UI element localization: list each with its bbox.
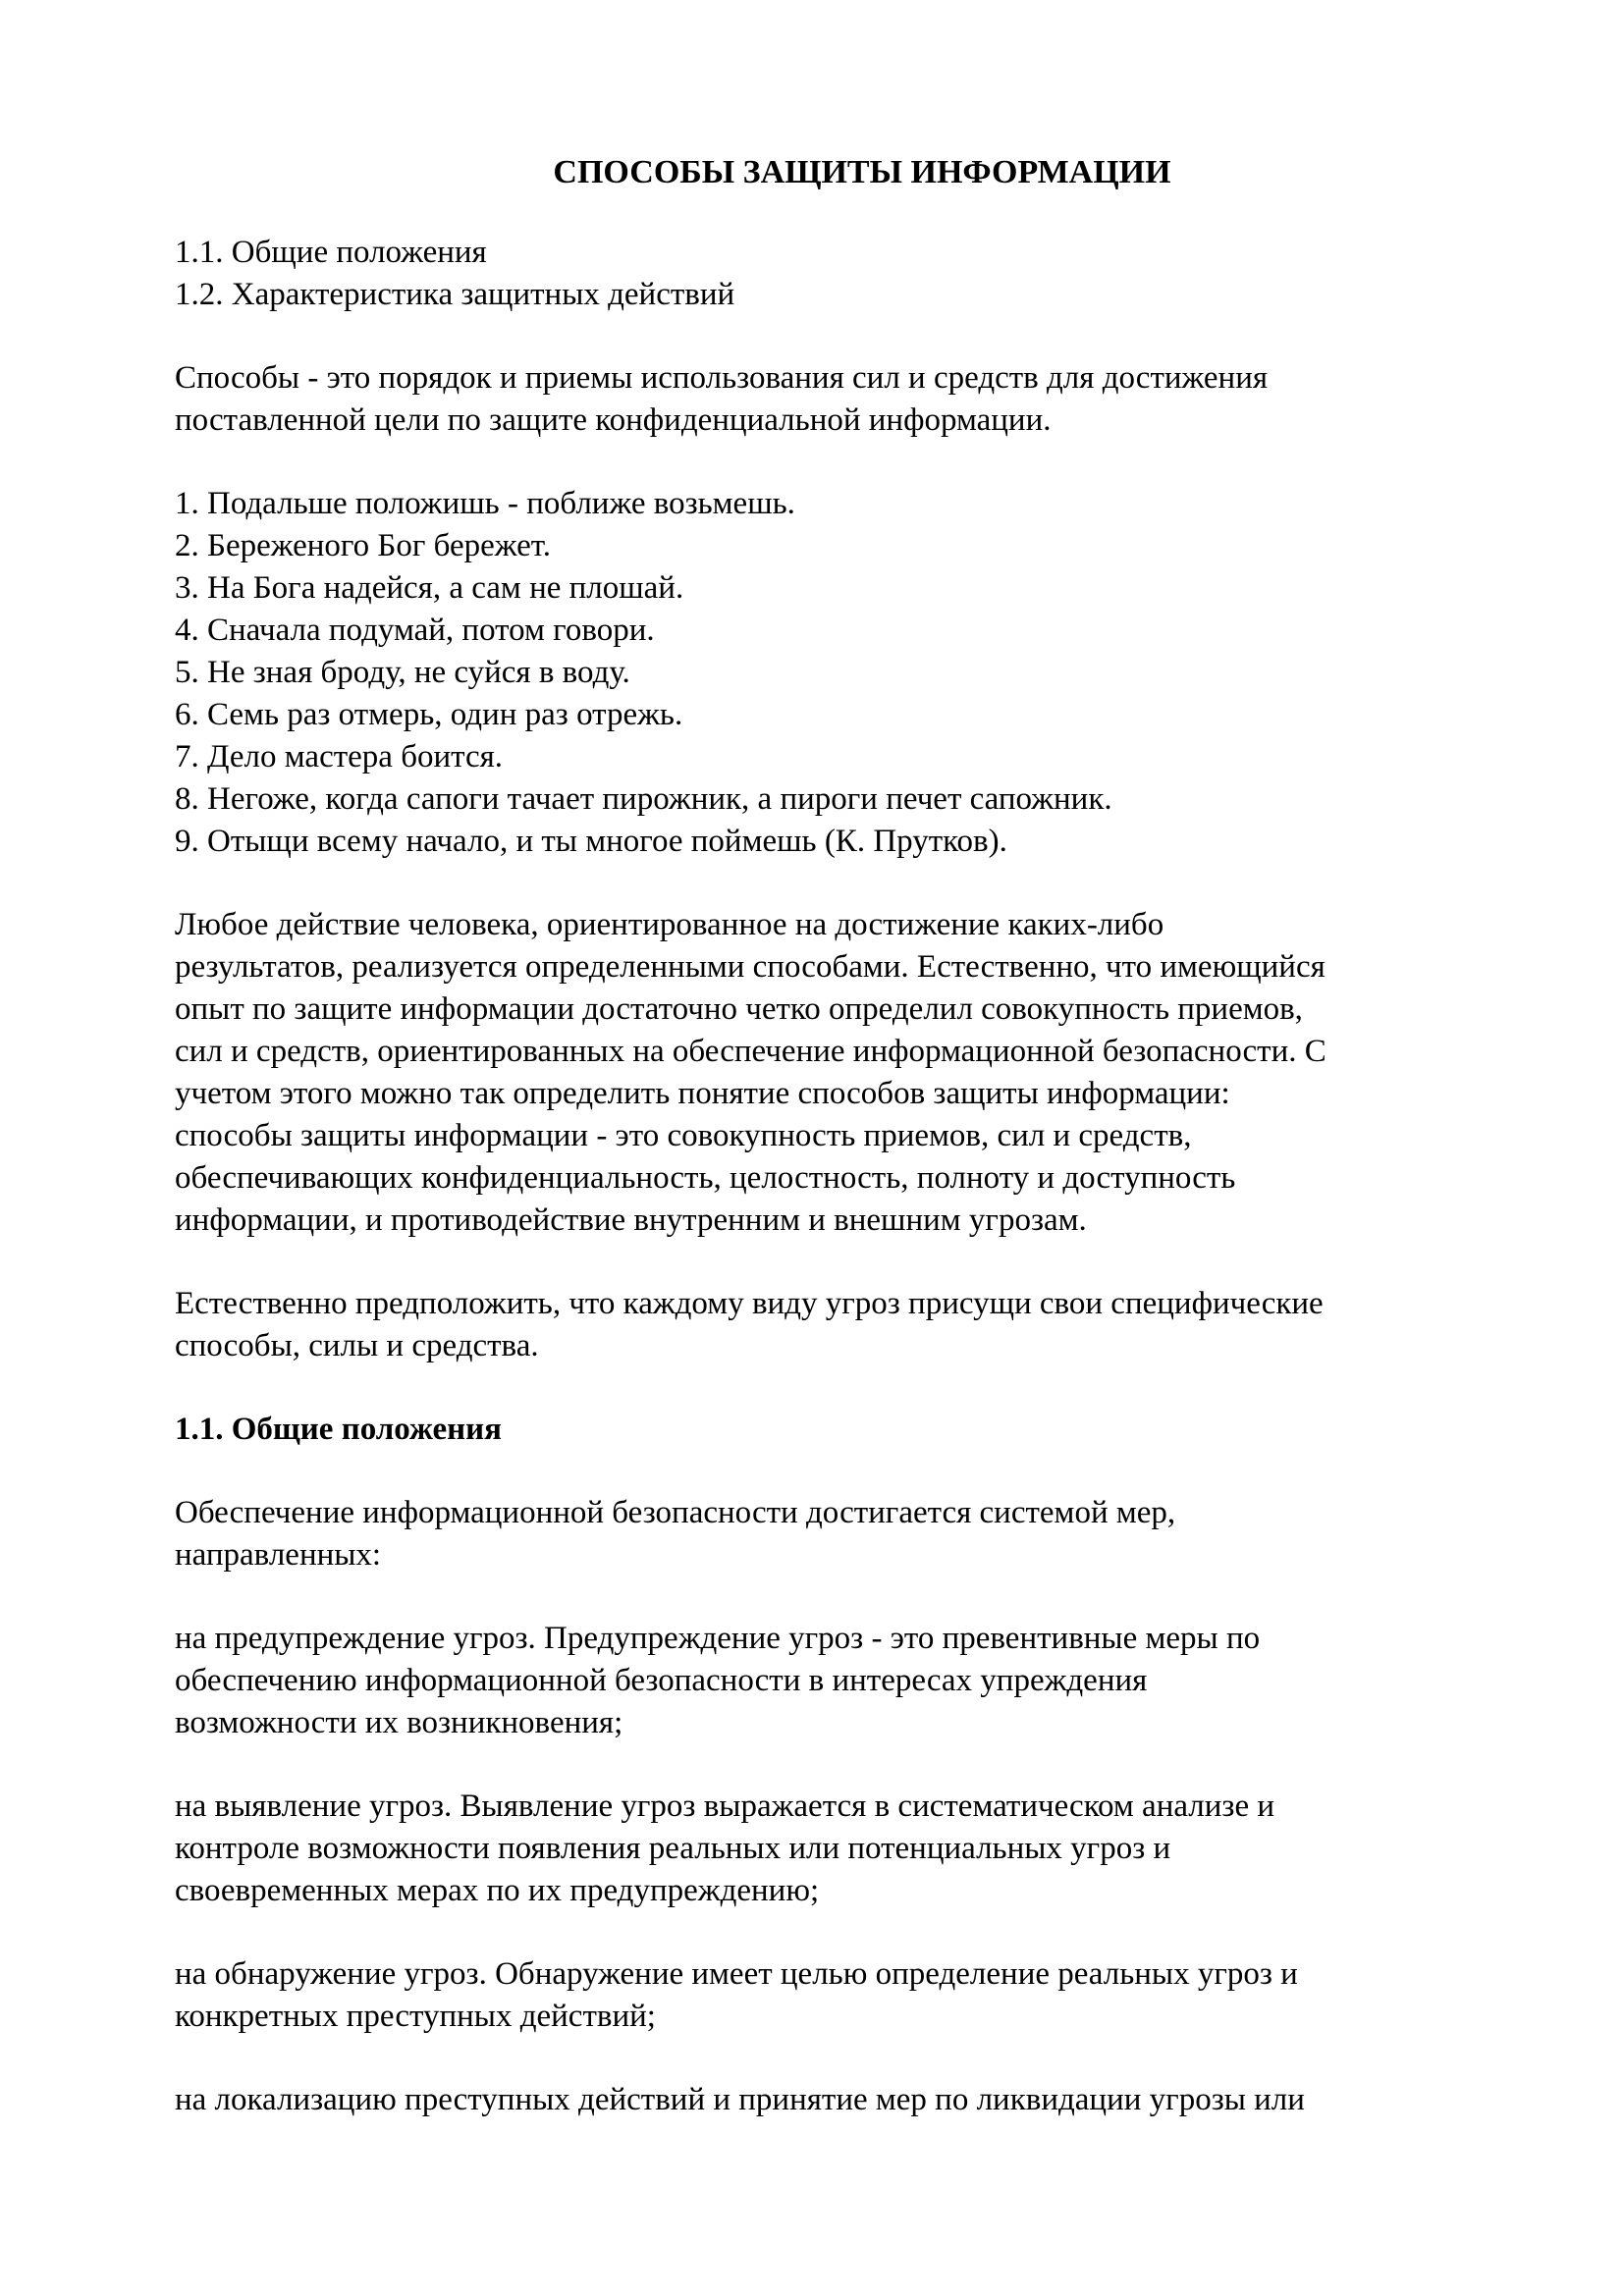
list-item: 7. Дело мастера боится. [175, 739, 504, 774]
table-of-contents [175, 232, 1490, 316]
text-line: сил и средств, ориентированных на обеспечение информационной безопасности. С [175, 1034, 1326, 1069]
text-line: на выявление угроз. Выявление угроз выражается в систематическом анализе и [175, 1789, 1275, 1824]
proverbs-list [175, 483, 1490, 863]
list-item: 2. Береженого Бог бережет. [175, 528, 551, 563]
threats-paragraph [175, 1283, 1490, 1367]
detection-paragraph [175, 1953, 1490, 2038]
identification-paragraph [175, 1786, 1490, 1912]
list-item: 4. Сначала подумай, потом говори. [175, 613, 655, 648]
text-line: результатов, реализуется определенными способами. Естественно, что имеющийся [175, 949, 1325, 985]
text-line: учетом этого можно так определить понятие способов защиты информации: [175, 1076, 1230, 1111]
text-line: Любое действие человека, ориентированное на достижение каких-либо [175, 907, 1164, 942]
list-item: 1. Подальше положишь - поближе возьмешь. [175, 486, 795, 521]
text-line: информации, и противодействие внутренним и внешним угрозам. [175, 1202, 1087, 1238]
text-line: конкретных преступных действий; [175, 1999, 656, 2034]
measures-paragraph [175, 1492, 1490, 1576]
localization-paragraph [175, 2079, 1490, 2121]
text-line: возможности их возникновения; [175, 1705, 623, 1740]
text-line: обеспечению информационной безопасности в интересах упреждения [175, 1663, 1148, 1698]
toc-item: 1.2. Характеристика защитных действий [175, 277, 735, 312]
section-heading: 1.1. Общие положения [175, 1412, 502, 1447]
text-line: Естественно предположить, что каждому виду угроз присущи свои специфические [175, 1286, 1324, 1321]
action-paragraph [175, 904, 1490, 1242]
list-item: 8. Негоже, когда сапоги тачает пирожник, а пироги печет сапожник. [175, 781, 1112, 817]
text-line: на обнаружение угроз. Обнаружение имеет целью определение реальных угроз и [175, 1956, 1298, 1992]
text-line: Обеспечение информационной безопасности достигается системой мер, [175, 1495, 1176, 1530]
text-line: способы защиты информации - это совокупность приемов, сил и средств, [175, 1118, 1192, 1153]
document-title: СПОСОБЫ ЗАЩИТЫ ИНФОРМАЦИИ [553, 154, 1171, 190]
text-line: своевременных мерах по их предупреждению; [175, 1873, 820, 1908]
text-line: обеспечивающих конфиденциальность, целостность, полноту и доступность [175, 1160, 1236, 1196]
prevention-paragraph [175, 1618, 1490, 1744]
toc-item: 1.1. Общие положения [175, 235, 487, 270]
list-item: 6. Семь раз отмерь, один раз отрежь. [175, 697, 683, 732]
text-line: на предупреждение угроз. Предупреждение угроз - это превентивные меры по [175, 1621, 1261, 1656]
text-line: направленных: [175, 1537, 382, 1573]
document-page [175, 147, 1490, 2163]
text-line: способы, силы и средства. [175, 1328, 539, 1363]
text-line: опыт по защите информации достаточно четко определил совокупность приемов, [175, 991, 1303, 1027]
list-item: 3. На Бога надейся, а сам не плошай. [175, 570, 684, 606]
text-line: Способы - это порядок и приемы использования сил и средств для достижения [175, 360, 1269, 396]
text-line: поставленной цели по защите конфиденциальной информации. [175, 402, 1052, 438]
text-line: контроле возможности появления реальных или потенциальных угроз и [175, 1831, 1171, 1866]
list-item: 5. Не зная броду, не суйся в воду. [175, 655, 630, 690]
list-item: 9. Отыщи всему начало, и ты многое поймешь (К. Прутков). [175, 824, 1007, 859]
text-line: на локализацию преступных действий и принятие мер по ликвидации угрозы или [175, 2082, 1305, 2117]
definition-paragraph [175, 357, 1490, 442]
